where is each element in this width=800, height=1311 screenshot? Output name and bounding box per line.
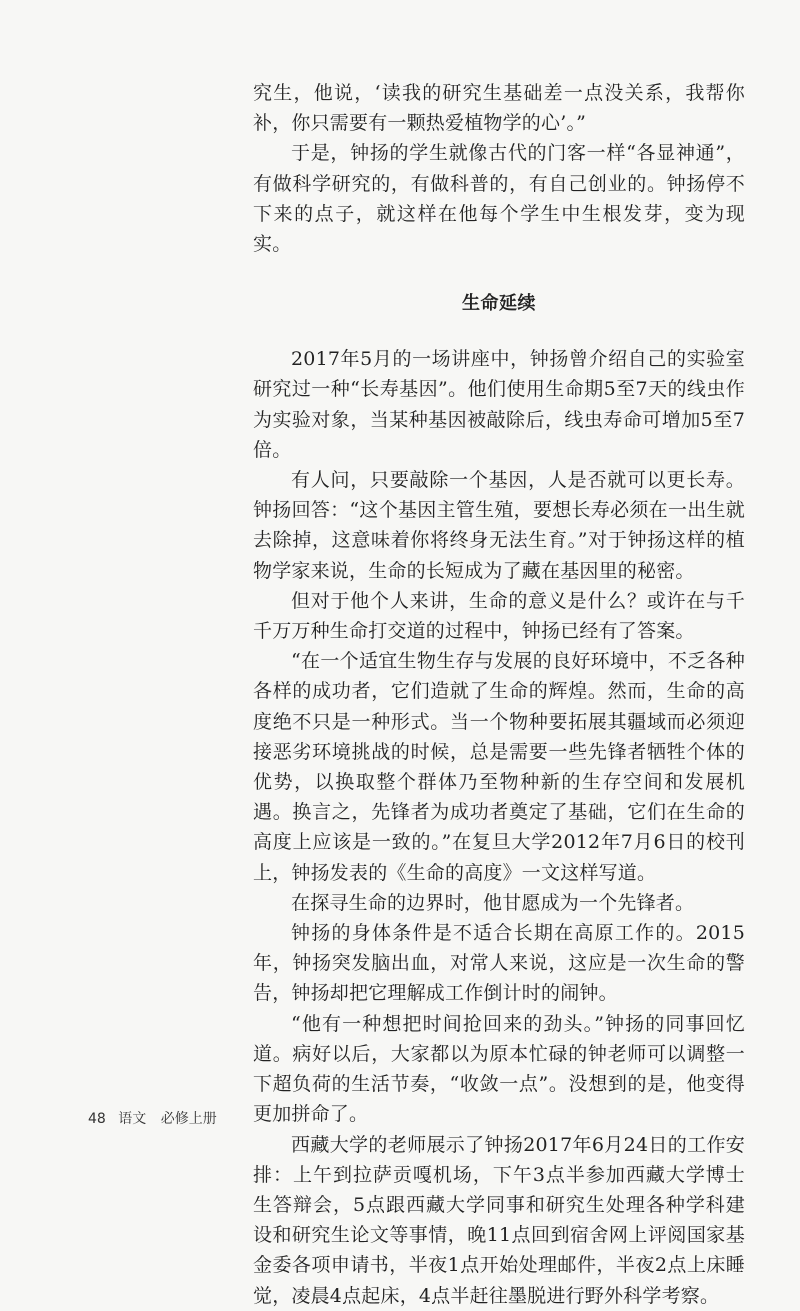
paragraphs-after [253, 344, 745, 1311]
page-content [253, 78, 745, 1311]
section-heading: 生命延续 [462, 293, 536, 315]
paragraph: 2017年5月的一场讲座中，钟扬曾介绍自己的实验室研究过一种“长寿基因”。他们使用生命期5至7天的线虫作为实验对象，当某种基因被敲除后，线虫寿命可增加5至7倍。 [253, 348, 745, 461]
page-number: 48 [88, 1111, 106, 1127]
paragraph: 但对于他个人来讲，生命的意义是什么？或许在与千千万万种生命打交道的过程中，钟扬已经有了答案。 [253, 589, 745, 643]
paragraphs-before [253, 78, 745, 259]
paragraph: 在探寻生命的边界时，他甘愿成为一个先锋者。 [291, 891, 695, 914]
paragraph: 有人问，只要敲除一个基因，人是否就可以更长寿。钟扬回答：“这个基因主管生殖，要想长寿必须在一出生就去除掉，这意味着你将终身无法生育。”对于钟扬这样的植物学家来说，生命的长短成为了藏在基因里的秘密。 [253, 469, 745, 582]
paragraph: 于是，钟扬的学生就像古代的门客一样“各显神通”，有做科学研究的，有做科普的，有自己创业的。钟扬停不下来的点子，就这样在他每个学生中生根发芽，变为现实。 [253, 142, 745, 256]
volume-label: 必修上册 [160, 1111, 217, 1127]
paragraph: 究生，他说，‘读我的研究生基础差一点没关系，我帮你补，你只需要有一颗热爱植物学的心’。” [253, 82, 745, 135]
page-footer [88, 1108, 217, 1128]
book-title: 语文 [118, 1111, 147, 1127]
paragraph: “他有一种想把时间抢回来的劲头。”钟扬的同事回忆道。病好以后，大家都以为原本忙碌的钟老师可以调整一下超负荷的生活节奏，“收敛一点”。没想到的是，他变得更加拼命了。 [253, 1012, 745, 1126]
paragraph: 西藏大学的老师展示了钟扬2017年6月24日的工作安排：上午到拉萨贡嘎机场，下午3点半参加西藏大学博士生答辩会，5点跟西藏大学同事和研究生处理各种学科建设和研究生论文等事情，晚11点回到宿舍网上评阅国家基金委各项申请书，半夜1点开始处理邮件，半夜2点上床睡觉，凌晨4点起床，4点半赶往墨脱进行野外科学考察。 [253, 1133, 745, 1307]
paragraph: 钟扬的身体条件是不适合长期在高原工作的。2015年，钟扬突发脑出血，对常人来说，这应是一次生命的警告，钟扬却把它理解成工作倒计时的闹钟。 [253, 922, 745, 1005]
paragraph: “在一个适宜生物生存与发展的良好环境中，不乏各种各样的成功者，它们造就了生命的辉煌。然而，生命的高度绝不只是一种形式。当一个物种要拓展其疆域而必须迎接恶劣环境挑战的时候，总是需要一些先锋者牺牲个体的优势，以换取整个群体乃至物种新的生存空间和发展机遇。换言之，先锋者为成功者奠定了基础，它们在生命的高度上应该是一致的。”在复旦大学2012年7月6日的校刊上，钟扬发表的《生命的高度》一文这样写道。 [253, 650, 745, 884]
